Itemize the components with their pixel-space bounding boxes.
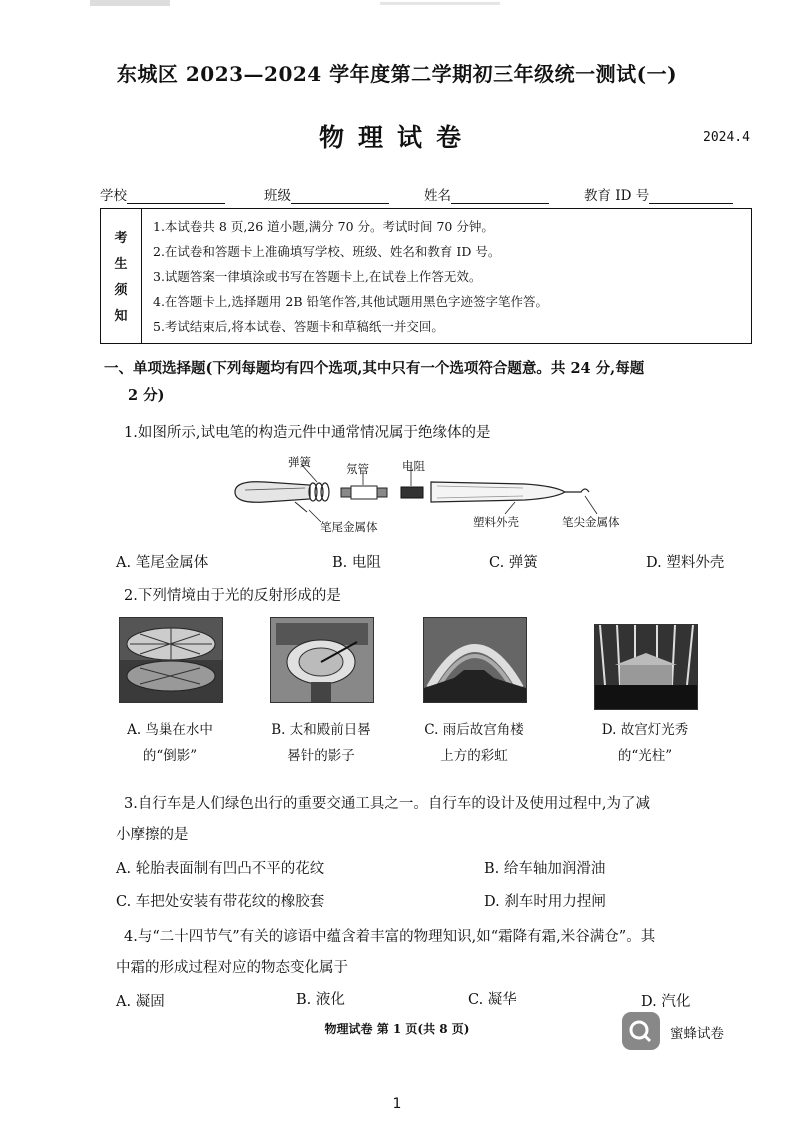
exam-notice-box — [100, 208, 752, 344]
label-plastic: 塑料外壳 — [473, 515, 519, 529]
q4-option-d: D. 汽化 — [641, 994, 691, 1010]
exam-subject: 物理试卷 — [318, 123, 475, 152]
photo-rainbow-corner-tower — [423, 617, 527, 703]
q2-option-a — [100, 717, 240, 769]
label-spring: 弹簧 — [288, 455, 311, 469]
edu-id-field — [584, 184, 733, 204]
notice-head-char: 考 — [114, 231, 128, 246]
q1-option-d: D. 塑料外壳 — [646, 555, 725, 571]
exam-title: 东城区 2023—2024 学年度第二学期初三年级统一测试(一) — [116, 62, 678, 86]
class-field — [264, 184, 389, 204]
pen-resistor — [401, 487, 423, 498]
scan-artifact — [380, 2, 500, 5]
q2-option-b-line1: B. 太和殿前日晷 — [271, 722, 371, 738]
watermark-text: 蜜蜂试卷 — [670, 1026, 724, 1042]
photo-birds-nest-reflection — [119, 617, 223, 703]
label-tail-metal: 笔尾金属体 — [320, 520, 378, 534]
q4-option-a: A. 凝固 — [116, 994, 165, 1010]
question-4-stem-line1: 4.与“二十四节气”有关的谚语中蕴含着丰富的物理知识,如“霜降有霜,米谷满仓”。其 — [124, 929, 656, 945]
q3-option-b: B. 给车轴加润滑油 — [484, 861, 606, 877]
q3-option-c: C. 车把处安装有带花纹的橡胶套 — [116, 894, 325, 910]
exam-date: 2024.4 — [703, 130, 750, 145]
q1-option-c: C. 弹簧 — [489, 555, 538, 571]
q4-option-b: B. 液化 — [296, 992, 345, 1008]
school-field — [100, 184, 225, 204]
notice-item: 2.在试卷和答题卡上准确填写学校、班级、姓名和教育 ID 号。 — [153, 244, 501, 259]
q2-option-d — [575, 717, 715, 769]
notice-head-char: 知 — [114, 309, 128, 324]
edu-id-blank — [649, 189, 733, 204]
q2-option-c-line2: 上方的彩虹 — [440, 748, 508, 764]
pen-neon-tube — [341, 486, 387, 499]
page-number: 1 — [392, 1096, 402, 1112]
edu-id-label: 教育 ID 号 — [584, 188, 650, 204]
section-heading — [104, 355, 754, 409]
label-resistor: 电阻 — [402, 459, 425, 473]
notice-item: 4.在答题卡上,选择题用 2B 铅笔作答,其他试题用黑色字迹签字笔作答。 — [153, 294, 548, 309]
name-field — [424, 184, 549, 204]
q3-option-a: A. 轮胎表面制有凹凸不平的花纹 — [116, 861, 325, 877]
q2-option-a-line1: A. 鸟巢在水中 — [127, 722, 213, 738]
question-4-stem-line2: 中霜的形成过程对应的物态变化属于 — [116, 960, 348, 976]
pen-tip-metal — [565, 489, 589, 492]
school-label: 学校 — [100, 188, 127, 204]
question-3-stem-line1: 3.自行车是人们绿色出行的重要交通工具之一。自行车的设计及使用过程中,为了减 — [124, 796, 650, 812]
label-tip-metal: 笔尖金属体 — [562, 515, 620, 529]
q2-option-b — [251, 717, 391, 769]
pen-tail-metal — [235, 482, 310, 503]
photo-palace-light-show — [594, 624, 698, 710]
pen-spring — [309, 483, 329, 501]
notice-head-char: 生 — [114, 257, 128, 272]
notice-item: 3.试题答案一律填涂或书写在答题卡上,在试卷上作答无效。 — [153, 269, 482, 284]
notice-heading — [101, 209, 142, 343]
watermark-logo-icon — [622, 1012, 660, 1050]
notice-item: 5.考试结束后,将本试卷、答题卡和草稿纸一并交回。 — [153, 319, 444, 334]
name-blank — [451, 189, 549, 204]
question-3-stem-line2: 小摩擦的是 — [116, 827, 189, 843]
q3-option-d: D. 刹车时用力捏闸 — [484, 894, 606, 910]
q2-option-c-line1: C. 雨后故宫角楼 — [424, 722, 524, 738]
q4-option-c: C. 凝华 — [468, 992, 517, 1008]
class-label: 班级 — [264, 188, 291, 204]
section-heading-line: 2 分) — [128, 387, 165, 404]
q1-option-a: A. 笔尾金属体 — [116, 555, 209, 571]
scan-artifact — [90, 0, 170, 6]
label-neon: 氖管 — [346, 462, 369, 476]
q2-option-a-line2: 的“倒影” — [142, 748, 198, 764]
q2-option-d-line1: D. 故宫灯光秀 — [601, 722, 689, 738]
page-footer: 物理试卷 第 1 页(共 8 页) — [324, 1022, 470, 1036]
question-2-stem: 2.下列情境由于光的反射形成的是 — [124, 588, 341, 604]
q2-option-b-line2: 晷针的影子 — [287, 748, 355, 764]
q1-option-b: B. 电阻 — [332, 555, 381, 571]
section-heading-line: 一、单项选择题(下列每题均有四个选项,其中只有一个选项符合题意。共 24 分,每题 — [104, 360, 645, 377]
class-blank — [291, 189, 389, 204]
question-1-stem: 1.如图所示,试电笔的构造元件中通常情况属于绝缘体的是 — [124, 425, 491, 441]
q2-option-d-line2: 的“光柱” — [617, 748, 673, 764]
school-blank — [127, 189, 225, 204]
pen-tail-clip — [295, 502, 307, 512]
notice-head-char: 须 — [114, 283, 128, 298]
pen-plastic-shell — [431, 482, 565, 502]
q2-option-c — [404, 717, 544, 769]
notice-item: 1.本试卷共 8 页,26 道小题,满分 70 分。考试时间 70 分钟。 — [153, 219, 494, 234]
photo-sundial-shadow — [270, 617, 374, 703]
watermark — [622, 1012, 742, 1052]
name-label: 姓名 — [424, 188, 451, 204]
